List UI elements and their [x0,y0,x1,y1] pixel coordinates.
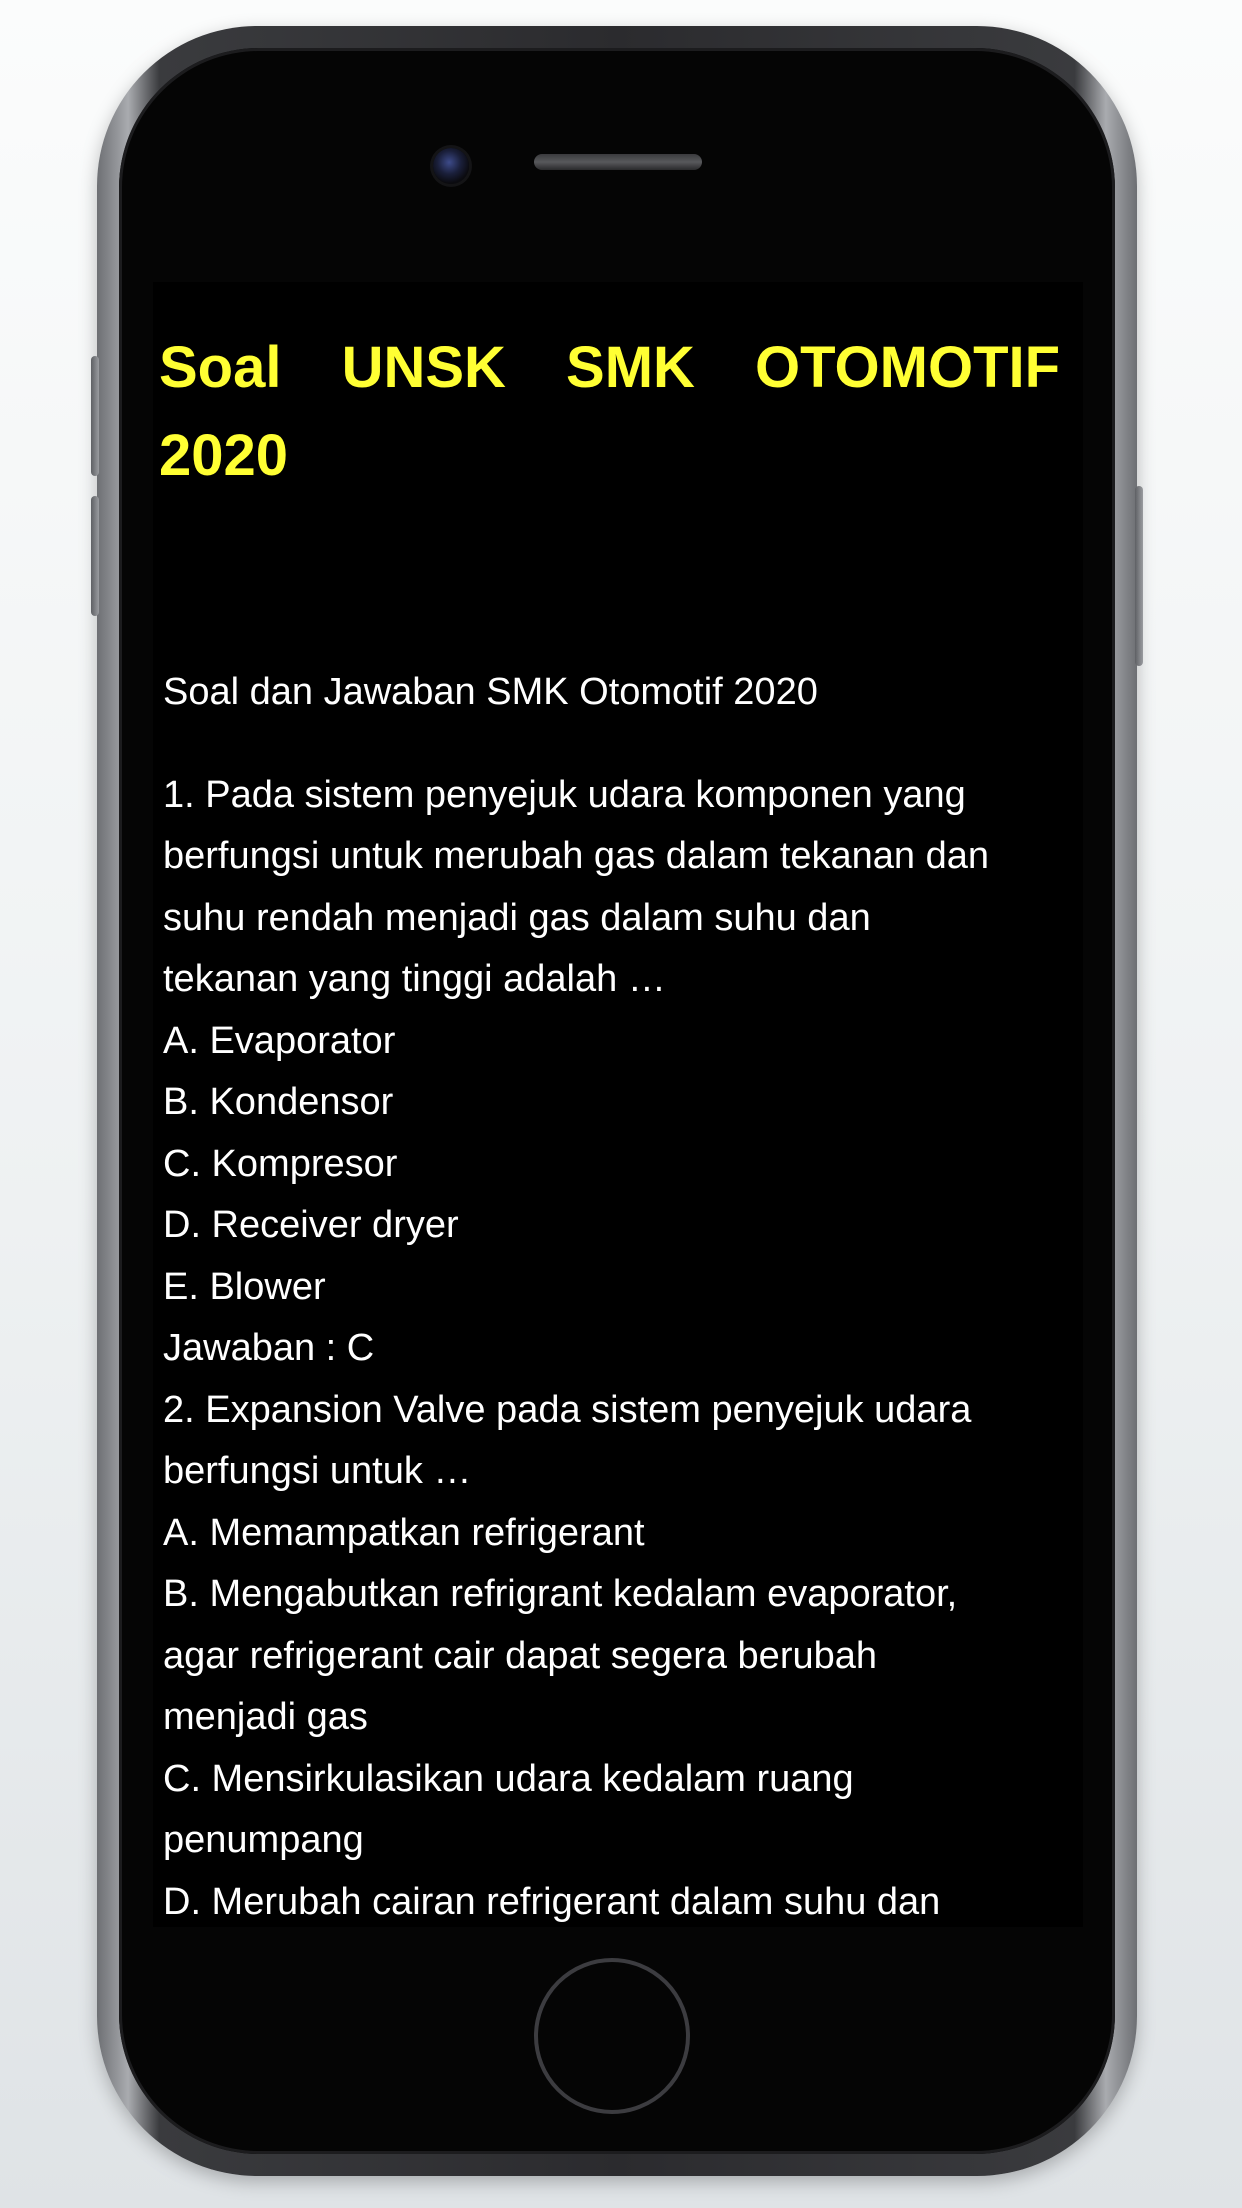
article-intro: Soal dan Jawaban SMK Otomotif 2020 [163,671,818,713]
answer-option: A. Evaporator [163,1019,396,1062]
content-line: penumpang [163,1819,364,1861]
article-title [159,324,1069,500]
answer-option: C. Mensirkulasikan udara kedalam ruang [163,1757,854,1800]
content-line: tekanan yang tinggi adalah … [163,958,666,1000]
volume-button [91,496,99,616]
content-line: menjadi gas [163,1696,368,1738]
content-line: suhu rendah menjadi gas dalam suhu dan [163,896,871,939]
content-line: berfungsi untuk merubah gas dalam tekanan dan [163,835,989,877]
answer-option: D. Merubah cairan refrigerant dalam suhu dan [163,1880,941,1923]
volume-button [91,356,99,476]
answer-option: B. Kondensor [163,1081,394,1123]
title-line-1: Soal UNSK SMK OTOMOTIF [159,335,1061,400]
front-camera [433,148,469,184]
answer-option: C. Kompresor [163,1142,398,1185]
answer-option: B. Mengabutkan refrigrant kedalam evaporator, [163,1573,958,1615]
content-line: agar refrigerant cair dapat segera berubah [163,1634,878,1677]
power-button [1135,486,1143,666]
content-line: 2. Expansion Valve pada sistem penyejuk udara [163,1388,972,1431]
answer-option: D. Receiver dryer [163,1204,459,1246]
answer-option: A. Memampatkan refrigerant [163,1511,645,1554]
answer-key: Jawaban : C [163,1327,375,1369]
answer-option: E. Blower [163,1265,326,1308]
content-line: 1. Pada sistem penyejuk udara komponen yang [163,773,966,816]
title-line-2: 2020 [159,423,289,488]
phone-screen [153,282,1083,1927]
article-content [163,662,1073,1927]
home-button[interactable] [534,1958,690,2114]
content-line: berfungsi untuk … [163,1450,472,1492]
earpiece-speaker [534,154,702,170]
